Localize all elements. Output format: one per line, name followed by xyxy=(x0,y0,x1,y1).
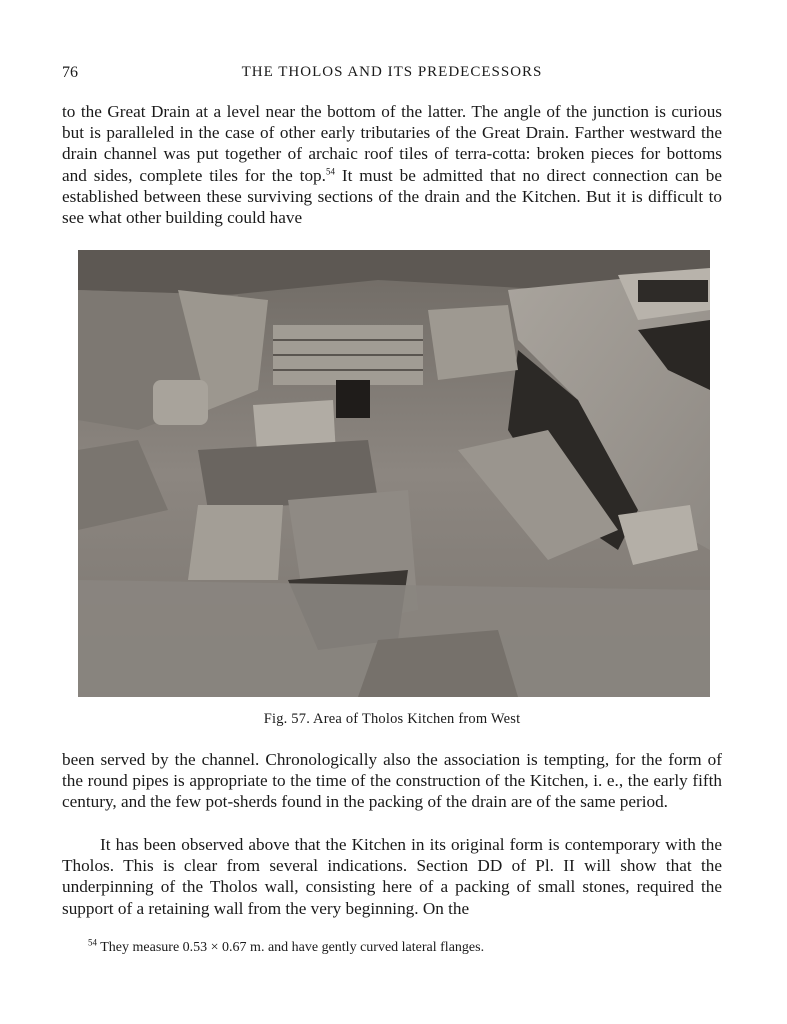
footnote-text: They measure 0.53 × 0.67 m. and have gently curved lateral flanges. xyxy=(97,940,485,955)
page-header xyxy=(62,64,722,86)
running-title: THE THOLOS AND ITS PREDECESSORS xyxy=(241,64,543,80)
paragraph-1-continued: It must be admitted that no direct connection can be established between these surviving sections of the drain and the Kitchen. But it is difficult to see what other building could have xyxy=(62,165,722,228)
footnote-reference: 54 xyxy=(325,165,335,176)
footnote-number: 54 xyxy=(88,937,97,948)
figure-caption: Fig. 57. Area of Tholos Kitchen from West xyxy=(263,711,521,727)
photo-illustration xyxy=(78,250,710,697)
paragraph-1 xyxy=(62,101,722,228)
paragraph-1-text: to the Great Drain at a level near the bottom of the latter. The angle of the junction is curious but is paralleled in the case of other early tributaries of the Great Drain. Farther westward the drain channel was put together of archaic roof tiles of terra-cotta: broken pieces for bottoms and sides, complete tiles for the top. xyxy=(62,102,722,185)
paragraph-2: been served by the channel. Chronologically also the association is tempting, for the form of the round pipes is appropriate to the time of the construction of the Kitchen, i. e., the early fifth century, and the few pot-sherds found in the packing of the drain are of the same period. xyxy=(62,750,722,812)
page-number: 76 xyxy=(62,64,78,81)
footnote xyxy=(88,939,722,957)
paragraph-3: It has been observed above that the Kitchen in its original form is contemporary with the Tholos. This is clear from several indications. Section DD of Pl. II will show that the underpinning of the Tholos wall, consisting here of a packing of small stones, required the support of a retaining wall from the very beginning. On the xyxy=(62,835,722,918)
excavation-photograph xyxy=(78,250,710,697)
